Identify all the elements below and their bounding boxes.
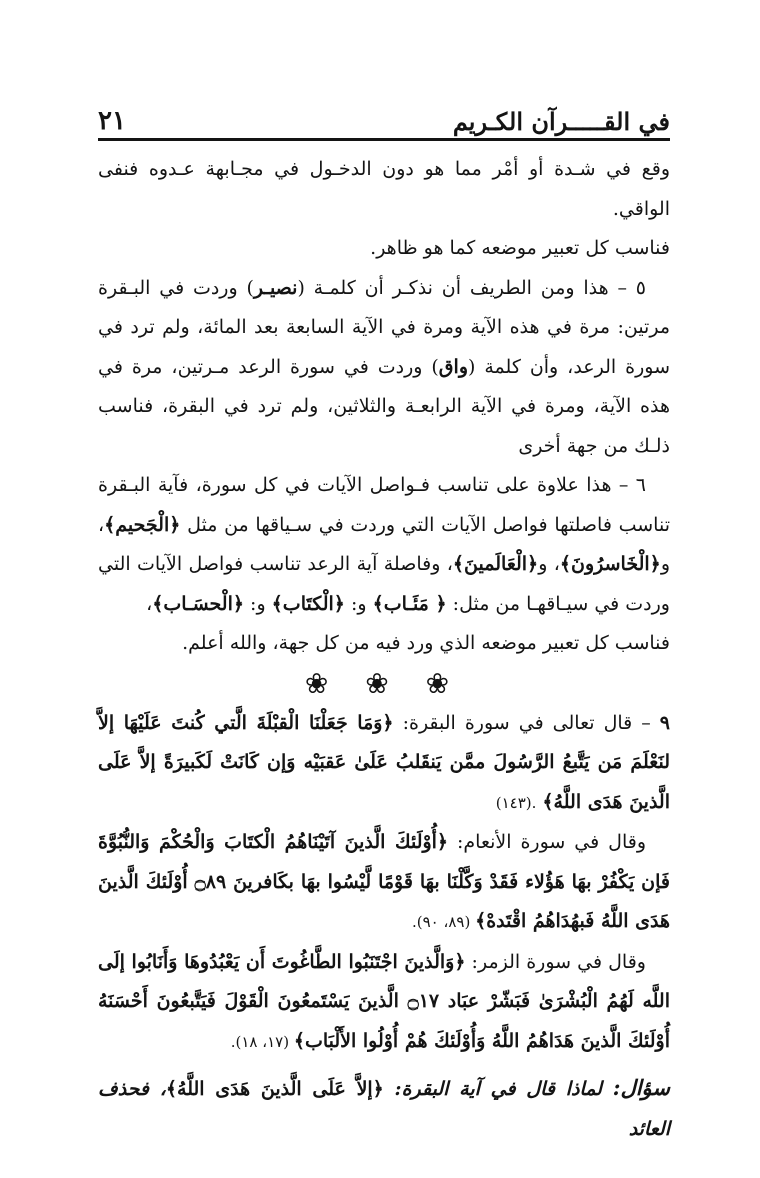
body-text: [98, 150, 670, 1149]
zumar-quote: [98, 943, 670, 1063]
anam-quote: [98, 823, 670, 943]
verse-reference: (٨٩، ٩٠).: [411, 913, 476, 931]
question-tail: ، فحذف العائد: [98, 1078, 670, 1140]
question-label: سؤال:: [612, 1075, 670, 1100]
section-9-intro: – قال تعالى في سورة البقرة:: [393, 711, 660, 734]
paragraph-5: فناسب كل تعبير موضعه الذي ورد فيه من كل جهة، والله أعلم.: [182, 632, 670, 654]
section-ornaments: ❀ ❀ ❀: [304, 666, 464, 700]
paragraph-2: فناسب كل تعبير موضعه كما هو ظاهر.: [370, 237, 670, 259]
paragraph-4: ٦ – هذا علاوة على تناسب فـواصل الآيات في كل سورة، فآية البـقرة تناسب فاصلتها فواصل الآيات التي وردت في سـياقها من مثل ﴿الْجَحيم﴾، و﴿الْخَاسرُونَ﴾، و﴿الْعَالَمينَ﴾، وفاصلة آية الرعد تناسب فواصل الآيات التي وردت في سيـاقهـا من مثل: ﴿ مَئَـاب﴾ و: ﴿الْكتَاب﴾ و: ﴿الْحسَـاب﴾،: [98, 474, 670, 615]
quran-verse-zumar: ﴿وَالَّذينَ اجْتَنَبُوا الطَّاغُوتَ أَن يَعْبُدُوهَا وَأَنَابُوا إلَى اللَّه لَهُمُ الْبُشْرَىٰ فَبَشّرْ عبَاد ۝١٧ الَّذينَ يَسْتَمعُونَ الْقَوْلَ فَيَتَّبعُونَ أَحْسَنَهُ أُوْلَئكَ الَّذينَ هَدَاهُمُ اللَّهُ وَأُوْلَئكَ هُمْ أُوْلُوا الأَلْبَاب﴾: [98, 950, 670, 1052]
paragraph-3-text-b: ) وردت في البـقرة مرتين: مرة في هذه الآية ومرة في الآية السابعة بعد المائة، ولم ترد في سورة الرعد، وأن كلمة (: [98, 276, 670, 378]
verse-reference: .(١٤٣): [495, 793, 537, 812]
quran-word-khasirun: ﴿الْخَاسرُونَ﴾: [559, 553, 661, 575]
highlight-word-waq: واق: [438, 355, 468, 378]
quran-word-hisab: ﴿الْحسَـاب﴾: [152, 592, 245, 615]
question-text: لماذا قال في آية البقرة:: [383, 1078, 613, 1100]
quran-word-alamin: ﴿الْعَالَمينَ﴾: [452, 553, 539, 575]
quran-verse-anam: ﴿أُوْلَئكَ الَّذينَ آتَيْنَاهُمُ الْكتَابَ وَالْحُكْمَ وَالنُّبُوَّةَ فَإن يَكْفُرْ بهَا هَؤُلاء فَقَدْ وَكَّلْنَا بهَا قَوْمًا لَّيْسُوا بهَا بكَافرينَ ۝٨٩ أُوْلَئكَ الَّذينَ هَدَى اللَّهُ فَبهُدَاهُمُ اقْتَدهْ﴾: [98, 831, 670, 932]
zumar-intro: وقال في سورة الزمر:: [465, 950, 646, 973]
page-header: [98, 100, 670, 136]
running-title: في القـــــرآن الكـريم: [452, 107, 670, 136]
highlight-word-nasir: نصيـر: [253, 276, 298, 299]
paragraph-3-text-a: ٥ – هذا ومن الطريف أن نذكـر أن كلمـة (: [297, 276, 646, 299]
page-number: ٢١: [98, 106, 126, 136]
section-9: [98, 704, 670, 824]
quran-word-maab: ﴿ مَئَـاب﴾: [372, 592, 447, 615]
quran-word-kitab: ﴿الْكتَاب﴾: [271, 592, 345, 615]
section-number: ٩: [659, 711, 671, 734]
header-rule: [98, 138, 670, 141]
paragraph-1: وقع في شـدة أو أمْر مما هو دون الدخـول في مجـابهة عـدوه فنفى الواقي.: [98, 158, 670, 220]
paragraph-4-text-b: ، وفاصلة آية الرعد تناسب فواصل الآيات التي وردت في سيـاقهـا من مثل:: [98, 553, 670, 615]
quran-word-jahim: ﴿الْجَحيم﴾: [104, 513, 181, 536]
quran-verse-baqarah: ﴿وَمَا جَعَلْنَا الْقبْلَةَ الَّتي كُنتَ عَلَيْهَا إلاَّ لنَعْلَمَ مَن يَتَّبعُ الرَّسُولَ ممَّن يَنقَلبُ عَلَىٰ عَقبَيْه وَإن كَانَتْ لَكَبيرَةً إلاَّ عَلَى الَّذينَ هَدَى اللَّهُ﴾: [98, 711, 670, 813]
paragraph-3: [98, 269, 670, 467]
anam-intro: وقال في سورة الأنعام:: [448, 831, 646, 853]
question-line: [98, 1068, 670, 1149]
quran-verse-question: ﴿إلاَّ عَلَى الَّذينَ هَدَى اللَّهُ﴾: [165, 1078, 384, 1100]
paragraph-4-text-a: ٦ – هذا علاوة على تناسب فـواصل الآيات في كل سورة، فآية البـقرة تناسب فاصلتها فواصل الآيات التي وردت في سـياقها من مثل: [98, 474, 670, 536]
verse-reference: (١٧، ١٨).: [230, 1032, 294, 1051]
paragraph-3-text-c: ) وردت في سورة الرعد مـرتين، مرة في هذه الآية، ومرة في الآية الرابعـة والثلاثين، ولم ترد في البقرة، فناسب ذلـك من جهة أخرى: [98, 355, 670, 457]
